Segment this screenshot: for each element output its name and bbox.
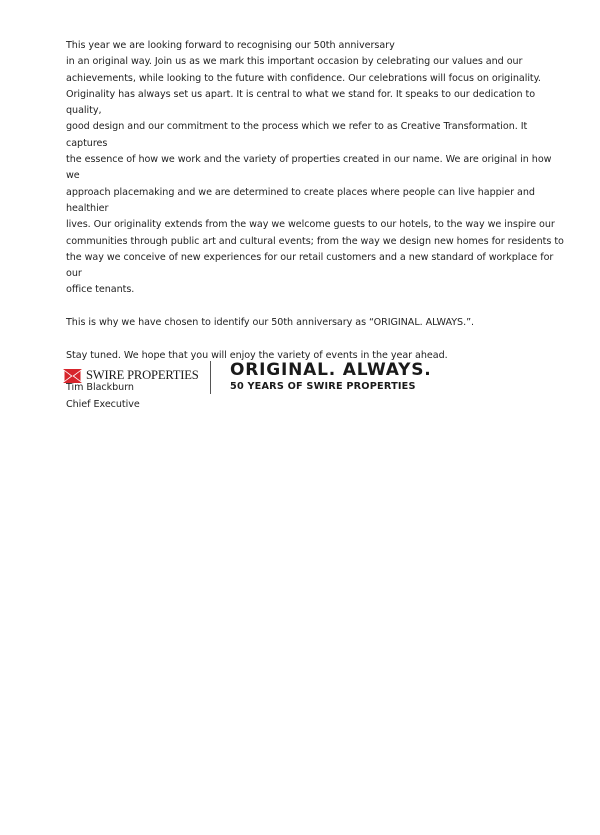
signature-name: Tim Blackburn <box>66 382 134 394</box>
anniversary-subtitle: 50 YEARS OF SWIRE PROPERTIES <box>230 381 416 392</box>
swire-wordmark: SWIRE PROPERTIES <box>86 368 199 382</box>
paragraph-line: good design and our commitment to the process which we refer to as Creative Transformation. It captures <box>66 121 528 149</box>
logo-lockup <box>63 361 523 395</box>
swire-properties-logo <box>63 368 199 383</box>
paragraph-line: the essence of how we work and the variety of properties created in our name. We are original in how we <box>66 154 552 182</box>
paragraph-line: office tenants. <box>66 284 135 296</box>
paragraph-closing: Stay tuned. We hope that you will enjoy the variety of events in the year ahead. <box>66 349 448 361</box>
paragraph-line: Originality has always set us apart. It is central to what we stand for. It speaks to our dedication to quality, <box>66 88 536 117</box>
paragraph-line: communities through public art and cultural events; from the way we design new homes for residents to <box>66 235 564 247</box>
letter-body <box>66 38 566 413</box>
signature-title: Chief Executive <box>66 398 140 410</box>
paragraph-line: approach placemaking and we are determined to create places where people can live happier and healthier <box>66 186 535 214</box>
logo-divider <box>210 361 211 394</box>
paragraph-intro <box>66 38 566 299</box>
anniversary-title: ORIGINAL. ALWAYS. <box>230 360 432 380</box>
swire-house-flag-icon <box>63 369 82 383</box>
paragraph-line: This year we are looking forward to recognising our 50th anniversary <box>66 40 395 51</box>
paragraph-line: achievements, while looking to the future with confidence. Our celebrations will focus on originality. <box>66 72 541 84</box>
paragraph-line: the way we conceive of new experiences for our retail customers and a new standard of workplace for our <box>66 251 554 280</box>
paragraph-anniversary: This is why we have chosen to identify our 50th anniversary as “ORIGINAL. ALWAYS.”. <box>66 317 474 329</box>
anniversary-logo <box>230 359 432 393</box>
paragraph-line: lives. Our originality extends from the way we welcome guests to our hotels, to the way we inspire our <box>66 219 555 231</box>
paragraph-line: in an original way. Join us as we mark this important occasion by celebrating our values and our <box>66 56 523 68</box>
